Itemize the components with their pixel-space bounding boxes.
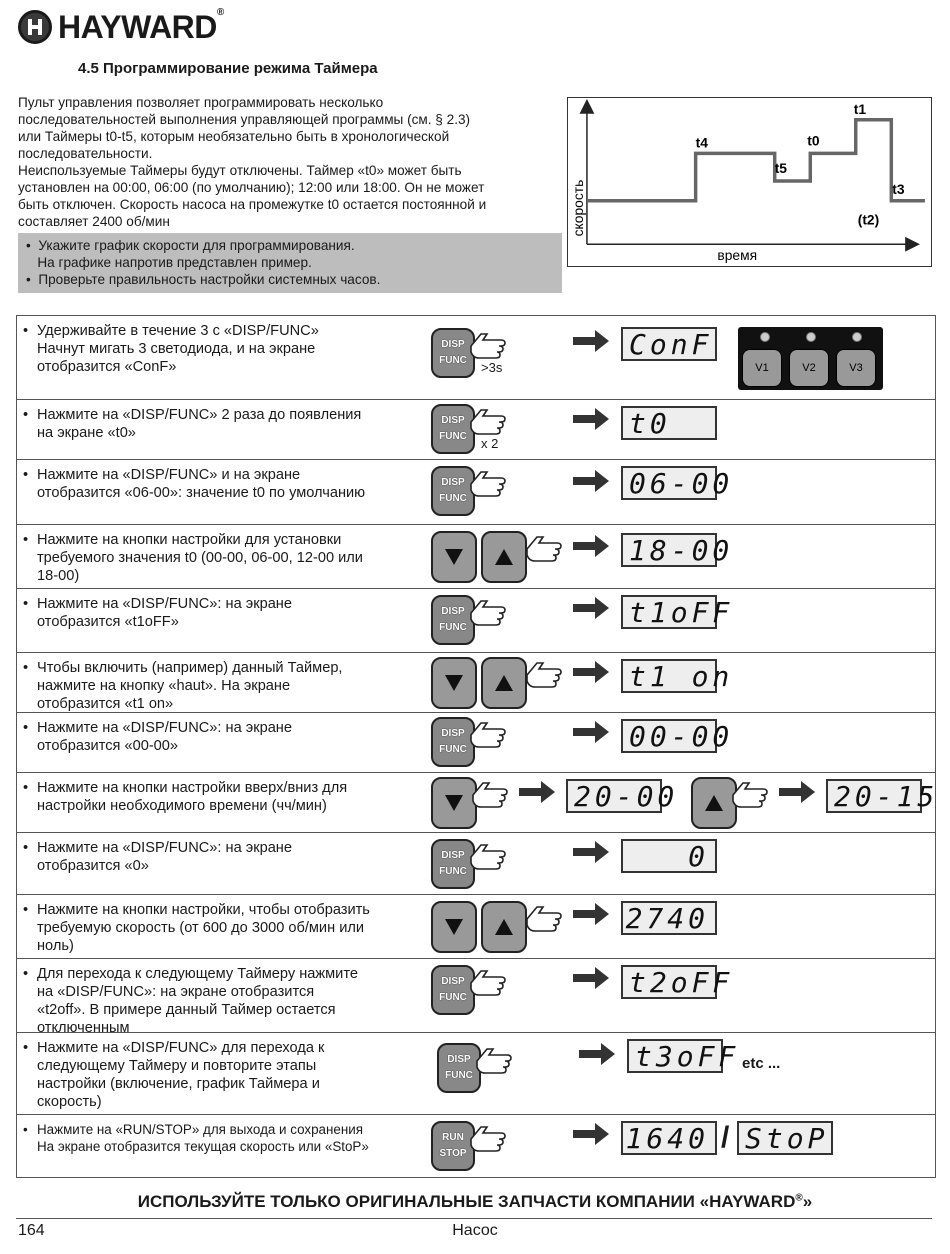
- step-row: • Нажмите на кнопки настройки для установки требуемого значения t0 (00-00, 06-00, 12-00 или 18-00) 18-00: [17, 525, 935, 589]
- hand-press-icon: [467, 464, 507, 498]
- triangle-down-icon: [445, 675, 463, 691]
- down-button[interactable]: [431, 531, 477, 583]
- disp-func-button[interactable]: DISP FUNC: [437, 1043, 481, 1093]
- lcd-display-2: StoP: [737, 1121, 833, 1155]
- triangle-down-icon: [445, 795, 463, 811]
- right-arrow-icon: [573, 535, 609, 557]
- speed-time-graph: [567, 97, 932, 267]
- right-arrow-icon: [573, 1123, 609, 1145]
- triangle-down-icon: [445, 919, 463, 935]
- hand-press-icon: [467, 837, 507, 871]
- right-arrow-icon: [573, 661, 609, 683]
- step-row: • Нажмите на «DISP/FUNC»: на экране отобразится «00-00» DISP FUNC 00-00: [17, 713, 935, 773]
- step-row: • Чтобы включить (например) данный Таймер, нажмите на кнопку «haut». На экране отобразится «t1 on» t1 on: [17, 653, 935, 713]
- step-row: • Нажмите на «RUN/STOP» для выхода и сохранения На экране отобразится текущая скорость или «StoP» RUN STOP 1640 / StoP: [17, 1115, 935, 1177]
- right-arrow-icon: [573, 903, 609, 925]
- hand-press-icon: [467, 402, 507, 436]
- lcd-display: 20-00: [566, 779, 662, 813]
- speed-buttons-panel: [738, 327, 883, 390]
- hand-press-icon: [467, 963, 507, 997]
- hayward-h-icon: [18, 10, 52, 44]
- page-number: 164: [18, 1222, 45, 1239]
- step-row: • Нажмите на кнопки настройки, чтобы отобразить требуемую скорость (от 600 до 3000 об/мин или ноль) 2740: [17, 895, 935, 959]
- step-row: • Нажмите на «DISP/FUNC» и на экране отобразится «06-00»: значение t0 по умолчанию DISP FUNC 06-00: [17, 460, 935, 525]
- hand-press-icon: [473, 1041, 513, 1075]
- hand-press-icon: [523, 899, 563, 933]
- etc-label: etc ...: [742, 1055, 781, 1072]
- lcd-display: 18-00: [621, 533, 717, 567]
- note-box: • Укажите график скорости для программирования. На графике напротив представлен пример. • Проверьте правильность настройки системных часов.: [18, 233, 562, 293]
- lcd-display: t3oFF: [627, 1039, 723, 1073]
- right-arrow-icon: [579, 1043, 615, 1065]
- right-arrow-icon: [573, 597, 609, 619]
- disp-func-button[interactable]: DISP FUNC: [431, 328, 475, 378]
- footer-banner: ИСПОЛЬЗУЙТЕ ТОЛЬКО ОРИГИНАЛЬНЫЕ ЗАПЧАСТИ КОМПАНИИ «HAYWARD®»: [137, 1192, 813, 1211]
- led-v1: [760, 332, 770, 342]
- up-button[interactable]: [481, 531, 527, 583]
- lcd-display: t0: [621, 406, 717, 440]
- hand-press-icon: [467, 326, 507, 360]
- footer-divider: [16, 1218, 932, 1219]
- v3-button[interactable]: V3: [836, 349, 876, 387]
- hand-press-icon: [523, 529, 563, 563]
- down-button[interactable]: [431, 901, 477, 953]
- hayward-logo: [18, 8, 224, 46]
- step-row: • Удерживайте в течение 3 с «DISP/FUNC» Начнут мигать 3 светодиода, и на экране отобразится «ConF» DISP FUNC >3s ConF V1 V2 V3: [17, 316, 935, 400]
- graph-y-label: скорость: [569, 179, 586, 237]
- disp-func-button[interactable]: DISP FUNC: [431, 466, 475, 516]
- step-row: • Нажмите на «DISP/FUNC» 2 раза до появления на экране «t0» DISP FUNC x 2 t0: [17, 400, 935, 460]
- right-arrow-icon: [519, 781, 555, 803]
- right-arrow-icon: [573, 967, 609, 989]
- lcd-display: ConF: [621, 327, 717, 361]
- run-stop-button[interactable]: RUN STOP: [431, 1121, 475, 1171]
- lcd-display: t1oFF: [621, 595, 717, 629]
- right-arrow-icon: [573, 330, 609, 352]
- lcd-display: t1 on: [621, 659, 717, 693]
- disp-func-button[interactable]: DISP FUNC: [431, 839, 475, 889]
- lcd-display: t2oFF: [621, 965, 717, 999]
- brand-name: HAYWARD®: [58, 6, 224, 45]
- label-t3: t3: [892, 180, 905, 197]
- steps-table: [16, 315, 939, 1178]
- triangle-up-icon: [495, 549, 513, 565]
- disp-func-button[interactable]: DISP FUNC: [431, 404, 475, 454]
- page-label: Насос: [452, 1222, 498, 1239]
- v2-button[interactable]: V2: [789, 349, 829, 387]
- v1-button[interactable]: V1: [742, 349, 782, 387]
- intro-text: Пульт управления позволяет программировать несколько последовательностей выполнения управляющей программы (см. § 2.3) или Таймеры t0-t5, которым необязательно быть в хронологической последовательности. Неиспользуемые Таймеры будут отключены. Таймер «t0» может быть установлен на 00:00, 06:00 (по умолчанию); 12:00 или 18:00. Он не может быть отключен. Скорость насоса на промежутке t0 остается постоянной и составляет 2400 об/мин: [18, 95, 487, 229]
- right-arrow-icon: [573, 408, 609, 430]
- hand-press-icon: [729, 775, 769, 809]
- step-row: • Нажмите на «DISP/FUNC» для перехода к следующему Таймеру и повторите этапы настройки (включение, график Таймера и скорость) DISP FUNC t3oFF etc ...: [17, 1033, 935, 1115]
- up-button[interactable]: [481, 657, 527, 709]
- step-row: • Нажмите на «DISP/FUNC»: на экране отобразится «0» DISP FUNC 0: [17, 833, 935, 895]
- step-row: • Нажмите на «DISP/FUNC»: на экране отобразится «t1oFF» DISP FUNC t1oFF: [17, 589, 935, 653]
- lcd-display: 1640: [621, 1121, 717, 1155]
- disp-func-button[interactable]: DISP FUNC: [431, 965, 475, 1015]
- step-row: • Нажмите на кнопки настройки вверх/вниз для настройки необходимого времени (чч/мин) 20-00 20-15: [17, 773, 935, 833]
- hand-press-icon: [469, 775, 509, 809]
- step-row: • Для перехода к следующему Таймеру нажмите на «DISP/FUNC»: на экране отобразится «t2off». В примере данный Таймер остается отключенным DISP FUNC t2oFF: [17, 959, 935, 1033]
- triangle-up-icon: [705, 795, 723, 811]
- hand-press-icon: [467, 593, 507, 627]
- label-t5: t5: [774, 160, 787, 177]
- lcd-display: 2740: [621, 901, 717, 935]
- led-v2: [806, 332, 816, 342]
- right-arrow-icon: [573, 841, 609, 863]
- disp-func-button[interactable]: DISP FUNC: [431, 717, 475, 767]
- triangle-down-icon: [445, 549, 463, 565]
- down-button[interactable]: [431, 657, 477, 709]
- lcd-display: 0: [621, 839, 717, 873]
- hand-press-icon: [467, 715, 507, 749]
- hand-press-icon: [467, 1119, 507, 1153]
- graph-x-label: время: [717, 247, 758, 264]
- lcd-display: 00-00: [621, 719, 717, 753]
- separator: /: [721, 1121, 730, 1154]
- lcd-display: 06-00: [621, 466, 717, 500]
- lcd-display-2: 20-15: [826, 779, 922, 813]
- label-t2: (t2): [857, 211, 880, 228]
- up-button[interactable]: [481, 901, 527, 953]
- right-arrow-icon: [573, 721, 609, 743]
- led-v3: [852, 332, 862, 342]
- section-title: 4.5 Программирование режима Таймера: [78, 60, 378, 77]
- label-t4: t4: [695, 134, 708, 151]
- right-arrow-icon: [779, 781, 815, 803]
- triangle-up-icon: [495, 675, 513, 691]
- label-t0: t0: [807, 132, 820, 149]
- speed-profile-line: [587, 120, 925, 201]
- label-t1: t1: [853, 100, 867, 117]
- right-arrow-icon: [573, 470, 609, 492]
- hand-press-icon: [523, 655, 563, 689]
- triangle-up-icon: [495, 919, 513, 935]
- disp-func-button[interactable]: DISP FUNC: [431, 595, 475, 645]
